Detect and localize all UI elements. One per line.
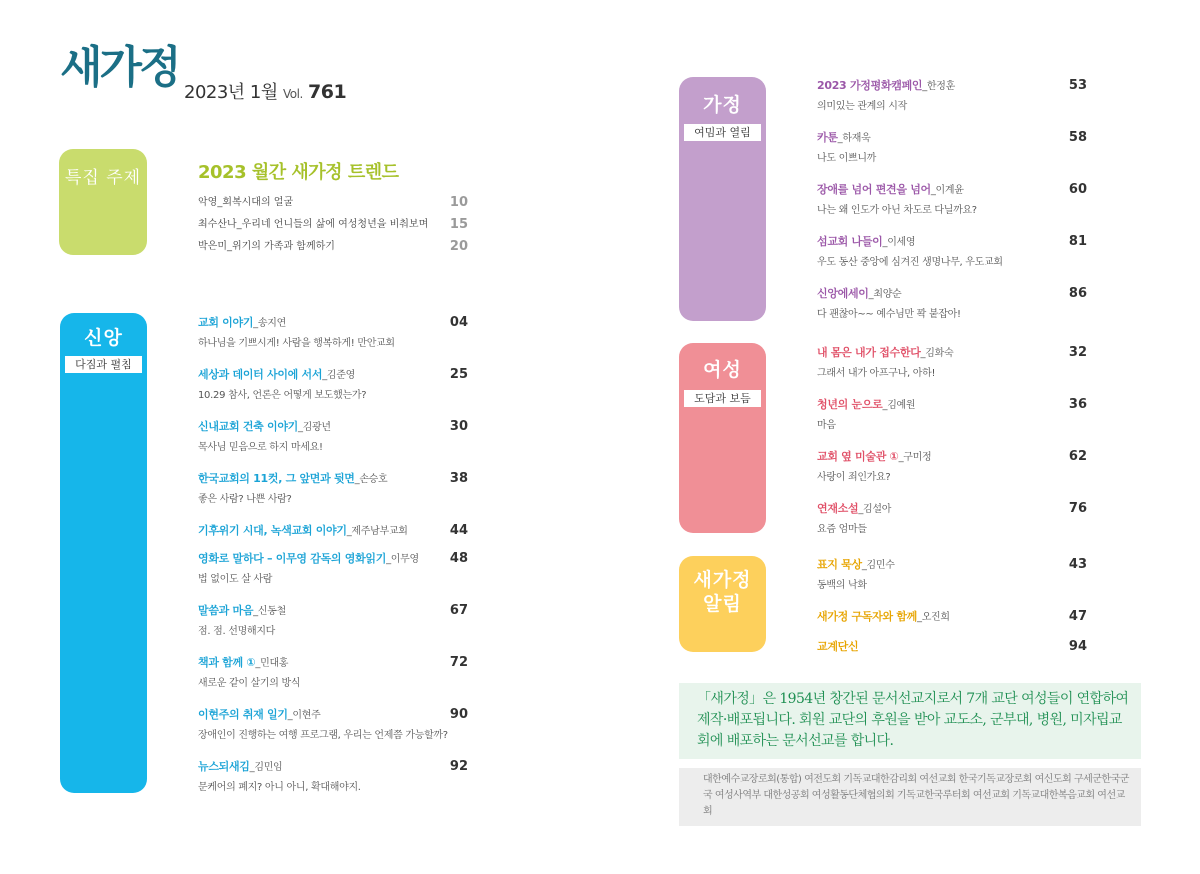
article-author: _민대홍: [255, 658, 289, 669]
article-title: 영화로 말하다 – 이무영 감독의 영화읽기: [198, 552, 387, 565]
tab-notice: [679, 556, 766, 652]
feature-item[interactable]: [198, 194, 468, 216]
article-subtitle: 점. 점. 선명해지다: [198, 626, 276, 637]
article-title-line: [198, 366, 468, 385]
article-title-line: [817, 181, 1087, 200]
tab-family: [679, 77, 766, 321]
article-item[interactable]: [198, 418, 468, 456]
page-number: 20: [449, 239, 468, 254]
article-item[interactable]: [198, 314, 468, 352]
tab-faith-sub: 다짐과 펼침: [65, 356, 142, 373]
article-title-line: [198, 602, 468, 621]
page-number: 67: [449, 603, 468, 618]
page-number: 32: [1068, 345, 1087, 360]
feature-list: [198, 194, 468, 260]
article-item[interactable]: [817, 638, 1087, 656]
article-author: _김준영: [322, 370, 355, 381]
notice-article-list: [817, 556, 1087, 656]
article-title-line: [198, 522, 468, 541]
article-subtitle: 법 없이도 살 사람: [198, 574, 273, 585]
article-title: 연재소설: [817, 502, 859, 515]
article-item[interactable]: [817, 448, 1087, 486]
volume-number: 761: [308, 81, 347, 103]
page-number: 92: [449, 759, 468, 774]
page-number: 76: [1068, 501, 1087, 516]
issue-info: [184, 78, 346, 104]
tab-women-sub: 도담과 보듬: [684, 390, 761, 407]
article-item[interactable]: [817, 556, 1087, 594]
family-article-list: [817, 77, 1087, 327]
page-number: 43: [1068, 557, 1087, 572]
article-author: _하재욱: [837, 133, 871, 144]
article-title-line: [817, 285, 1087, 304]
article-title: 말씀과 마음: [198, 604, 254, 617]
page-number: 15: [449, 217, 468, 232]
article-subtitle: 동백의 낙화: [817, 580, 867, 591]
page-number: 10: [449, 195, 468, 210]
article-subtitle: 나도 이쁘니까: [817, 153, 877, 164]
issue-date: 2023년 1월: [184, 82, 278, 103]
page-number: 47: [1068, 609, 1087, 624]
article-title-line: [817, 556, 1087, 575]
article-subtitle: 마음: [817, 420, 836, 431]
article-title-line: [817, 344, 1087, 363]
article-title: 교계단신: [817, 640, 859, 653]
tab-women: [679, 343, 766, 533]
article-title-line: [817, 638, 1087, 656]
article-title-line: [198, 314, 468, 333]
magazine-logo: 새가정: [60, 42, 179, 93]
feature-title: 2023 월간 새가정 트렌드: [198, 162, 399, 183]
article-subtitle: 하나님을 기쁘시게! 사람을 행복하게! 만안교회: [198, 338, 395, 349]
article-item[interactable]: [817, 77, 1087, 115]
tab-special-label: 특집 주제: [64, 168, 142, 188]
feature-item[interactable]: [198, 238, 468, 260]
article-author: _제주남부교회: [346, 526, 408, 537]
article-title: 내 몸은 내가 접수한다: [817, 346, 921, 359]
article-title-line: [198, 418, 468, 437]
article-item[interactable]: [198, 706, 468, 744]
article-title-line: [817, 448, 1087, 467]
article-title: 새가정 구독자와 함께: [817, 610, 917, 623]
article-author: _김민수: [861, 560, 895, 571]
article-subtitle: 문케어의 폐지? 아니 아니, 확대해야지.: [198, 782, 361, 793]
page-number: 86: [1068, 286, 1087, 301]
article-item[interactable]: [817, 233, 1087, 271]
article-subtitle: 의미있는 관계의 시작: [817, 101, 907, 112]
article-title-line: [198, 550, 468, 569]
article-item[interactable]: [198, 654, 468, 692]
page-number: 81: [1068, 234, 1087, 249]
article-title-line: [817, 608, 1087, 627]
volume-label: Vol.: [283, 87, 303, 101]
tab-notice-label-line2: 알림: [703, 593, 742, 615]
article-author: _김광년: [298, 422, 331, 433]
tab-family-label: 가정: [703, 94, 742, 116]
article-item[interactable]: [817, 129, 1087, 167]
article-title-line: [817, 500, 1087, 519]
article-title-line: [198, 758, 468, 777]
article-item[interactable]: [198, 550, 468, 588]
article-title: 섬교회 나들이: [817, 235, 883, 248]
article-author: _한정훈: [922, 81, 956, 92]
page-number: 30: [449, 419, 468, 434]
article-title-line: [198, 470, 468, 489]
page-number: 48: [449, 551, 468, 566]
faith-article-list: [198, 314, 468, 794]
page-number: 58: [1068, 130, 1087, 145]
article-title-line: [817, 233, 1087, 252]
page-number: 38: [449, 471, 468, 486]
article-title-line: [817, 396, 1087, 415]
article-author: _김설아: [858, 504, 892, 515]
article-title: 교회 옆 미술관 ①: [817, 450, 899, 463]
article-author: _이세영: [882, 237, 916, 248]
article-item[interactable]: [817, 285, 1087, 323]
article-title: 표지 묵상: [817, 558, 862, 571]
article-author: _신동철: [253, 606, 286, 617]
feature-item-text: 최수산나_우리네 언니들의 삶에 여성청년을 비춰보며: [198, 219, 429, 230]
tab-notice-label-line1: 새가정: [693, 569, 752, 591]
page-number: 72: [449, 655, 468, 670]
tab-faith-label: 신앙: [84, 327, 123, 349]
article-title: 장애를 넘어 편견을 넘어: [817, 183, 931, 196]
article-item[interactable]: [817, 396, 1087, 434]
article-title-line: [817, 129, 1087, 148]
article-title-line: [198, 654, 468, 673]
feature-item[interactable]: [198, 216, 468, 238]
article-subtitle: 10.29 참사, 언론은 어떻게 보도했는가?: [198, 390, 367, 401]
article-item[interactable]: [198, 366, 468, 404]
article-subtitle: 나는 왜 인도가 아닌 차도로 다닐까요?: [817, 205, 977, 216]
article-author: _이무영: [386, 554, 419, 565]
article-subtitle: 장애인이 진행하는 여행 프로그램, 우리는 언제쯤 가능할까?: [198, 730, 448, 741]
article-title: 카툰: [817, 131, 838, 144]
article-subtitle: 새로운 같이 살기의 방식: [198, 678, 301, 689]
article-title: 신내교회 건축 이야기: [198, 420, 298, 433]
article-title: 신앙에세이: [817, 287, 869, 300]
article-title-line: [198, 706, 468, 725]
page-number: 04: [449, 315, 468, 330]
article-item[interactable]: [198, 602, 468, 640]
women-article-list: [817, 344, 1087, 534]
page-number: 25: [449, 367, 468, 382]
article-item[interactable]: [817, 500, 1087, 538]
article-title: 뉴스되새김: [198, 760, 250, 773]
article-author: _이현주: [287, 710, 321, 721]
feature-item-text: 박은미_위기의 가족과 함께하기: [198, 241, 335, 252]
article-title: 책과 함께 ①: [198, 656, 256, 669]
article-author: _이계윤: [930, 185, 964, 196]
article-item[interactable]: [817, 181, 1087, 219]
article-title: 기후위기 시대, 녹색교회 이야기: [198, 524, 347, 537]
article-title-line: [817, 77, 1087, 96]
tab-family-sub: 여밈과 열림: [684, 124, 761, 141]
page-number: 44: [449, 523, 468, 538]
article-item[interactable]: [198, 522, 468, 541]
article-title: 이현주의 취재 일기: [198, 708, 288, 721]
article-subtitle: 사랑이 죄인가요?: [817, 472, 891, 483]
page-number: 94: [1068, 639, 1087, 654]
article-subtitle: 좋은 사람? 나쁜 사람?: [198, 494, 292, 505]
article-title: 교회 이야기: [198, 316, 254, 329]
article-item[interactable]: [198, 758, 468, 796]
article-author: _송지연: [253, 318, 286, 329]
page-number: 90: [449, 707, 468, 722]
article-item[interactable]: [817, 608, 1087, 627]
article-title: 한국교회의 11컷, 그 앞면과 뒷면: [198, 472, 355, 485]
article-title: 세상과 데이터 사이에 서서: [198, 368, 323, 381]
article-title: 청년의 눈으로: [817, 398, 883, 411]
article-subtitle: 요즘 엄마들: [817, 524, 867, 535]
article-author: _구미정: [898, 452, 932, 463]
article-item[interactable]: [817, 344, 1087, 382]
page-number: 60: [1068, 182, 1087, 197]
tab-faith: [60, 313, 147, 793]
article-subtitle: 다 괜찮아~~ 예수님만 꽉 붙잡아!: [817, 309, 961, 320]
feature-item-text: 악영_회복시대의 얼굴: [198, 197, 294, 208]
article-author: _오진희: [917, 612, 950, 623]
article-subtitle: 우도 동산 중앙에 심겨진 생명나무, 우도교회: [817, 257, 1003, 268]
tab-special-feature: [59, 149, 147, 255]
tab-women-label: 여성: [703, 359, 742, 381]
article-subtitle: 목사님 믿음으로 하지 마세요!: [198, 442, 323, 453]
article-author: _김예원: [882, 400, 916, 411]
article-author: _손승호: [354, 474, 388, 485]
page-number: 53: [1068, 78, 1087, 93]
article-title: 2023 가정평화캠페인: [817, 79, 923, 92]
page-number: 62: [1068, 449, 1087, 464]
article-subtitle: 그래서 내가 아프구나, 아하!: [817, 368, 936, 379]
page-number: 36: [1068, 397, 1087, 412]
article-item[interactable]: [198, 470, 468, 508]
article-author: _김민임: [249, 762, 283, 773]
magazine-info-box: 「새가정」은 1954년 창간된 문서선교지로서 7개 교단 여성들이 연합하여 제작·배포됩니다. 회원 교단의 후원을 받아 교도소, 군부대, 병원, 미자립교회에 배포하는 문서선교를 합니다.: [679, 683, 1141, 759]
article-author: _김화숙: [920, 348, 954, 359]
member-organizations: 대한예수교장로회(통합) 여전도회 기독교대한감리회 여선교회 한국기독교장로회 여신도회 구세군한국군국 여성사역부 대한성공회 여성활동단체협의회 기독교한국루터회 여선교회 기독교대한복음교회 여선교회: [679, 768, 1141, 826]
article-author: _최양순: [868, 289, 902, 300]
